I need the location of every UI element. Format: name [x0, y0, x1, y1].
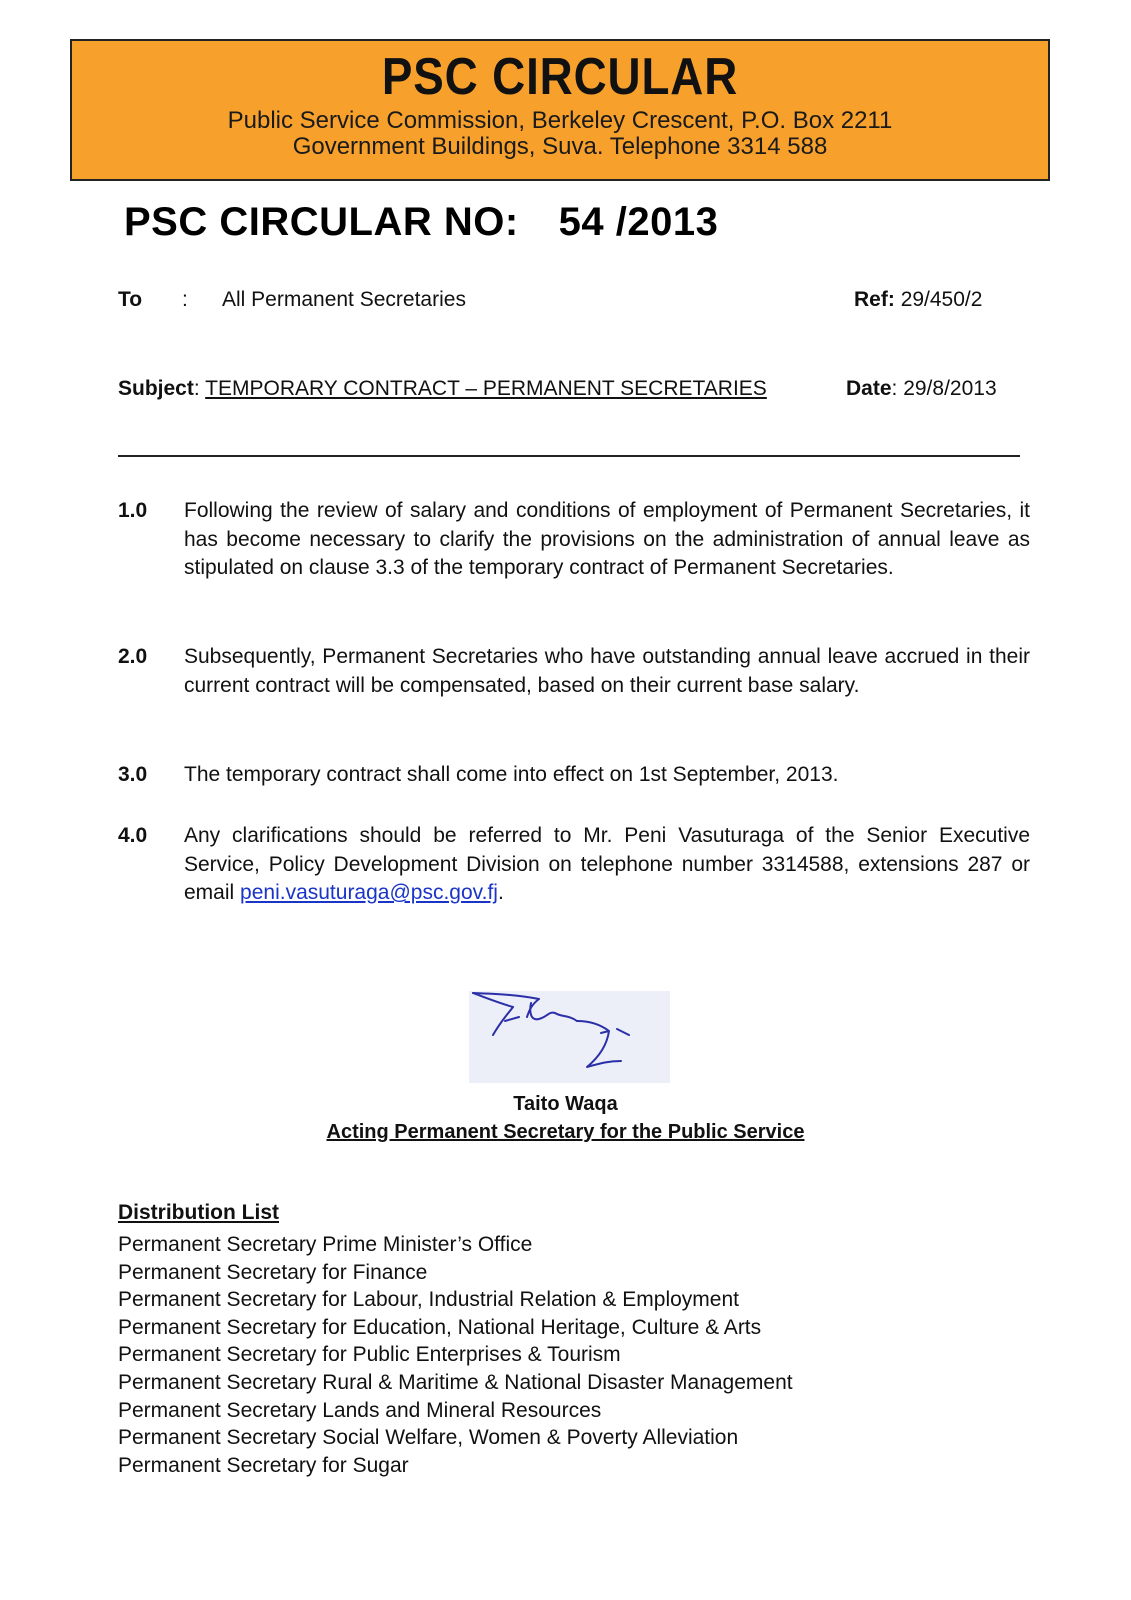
- paragraph-3: [118, 761, 1030, 790]
- list-item: Permanent Secretary for Labour, Industrial Relation & Employment: [118, 1288, 739, 1312]
- paragraph-number: 1.0: [118, 499, 148, 522]
- header-divider: [118, 455, 1020, 457]
- paragraph-text-before: Any clarifications should be referred to Mr. Peni Vasuturaga of the Senior Executive Service, Policy Development Division on telephone number 3314588, extensions 287 or email: [184, 824, 1030, 904]
- reference: [854, 288, 982, 312]
- list-item: Permanent Secretary for Public Enterprises & Tourism: [118, 1343, 621, 1367]
- to-label: To: [118, 288, 143, 311]
- paragraph-text: The temporary contract shall come into effect on 1st September, 2013.: [184, 763, 839, 786]
- circular-number-label: PSC CIRCULAR NO:: [124, 200, 519, 244]
- signature-image: [469, 991, 670, 1083]
- date-line: Date: 29/8/2013: [846, 377, 997, 400]
- letterhead-banner: [70, 39, 1050, 181]
- distribution-list-heading: Distribution List: [118, 1201, 279, 1224]
- circular-number-value: 54 /2013: [558, 200, 719, 244]
- signer-name: Taito Waqa: [513, 1093, 618, 1115]
- paragraph-2: [118, 643, 1030, 700]
- paragraph-text: Subsequently, Permanent Secretaries who have outstanding annual leave accrued in their current contract will be compensated, based on their current base salary.: [184, 645, 1030, 697]
- ref-label: Ref:: [854, 288, 895, 311]
- subject-label: Subject: [118, 377, 194, 400]
- paragraph-text: Following the review of salary and conditions of employment of Permanent Secretaries, it has become necessary to clarify the provisions on the administration of annual leave as stipulated on clause 3.3 of the temporary contract of Permanent Secretaries.: [184, 499, 1030, 579]
- paragraph-text: [184, 822, 1030, 908]
- date-label: Date: [846, 377, 892, 400]
- list-item: Permanent Secretary for Education, National Heritage, Culture & Arts: [118, 1315, 762, 1339]
- signature-scribble-icon: [469, 991, 670, 1083]
- paragraph-number: 2.0: [118, 645, 148, 668]
- to-value: All Permanent Secretaries: [222, 288, 466, 311]
- list-item: Permanent Secretary Rural & Maritime & National Disaster Management: [118, 1370, 793, 1394]
- email-link[interactable]: peni.vasuturaga@psc.gov.fj: [240, 881, 498, 904]
- paragraph-1: [118, 497, 1030, 583]
- paragraph-number: 4.0: [118, 824, 148, 847]
- list-item: Permanent Secretary Social Welfare, Women & Poverty Alleviation: [118, 1426, 739, 1450]
- letterhead-address-line-2: Government Buildings, Suva. Telephone 3314 588: [292, 133, 828, 160]
- paragraph-4: [118, 822, 1030, 908]
- paragraph-text-after: .: [497, 881, 504, 904]
- subject-value: TEMPORARY CONTRACT – PERMANENT SECRETARIES: [205, 377, 767, 400]
- list-item: Permanent Secretary Prime Minister’s Office: [118, 1233, 533, 1256]
- signer-title: Acting Permanent Secretary for the Public Service: [326, 1121, 805, 1143]
- list-item: Permanent Secretary Lands and Mineral Resources: [118, 1398, 602, 1422]
- list-item: Permanent Secretary for Sugar: [118, 1453, 409, 1477]
- list-item: Permanent Secretary for Finance: [118, 1260, 428, 1284]
- distribution-list: [118, 1231, 793, 1479]
- letterhead-title: PSC CIRCULAR: [381, 48, 739, 106]
- letterhead-address-line-1: Public Service Commission, Berkeley Crescent, P.O. Box 2211: [227, 107, 893, 134]
- to-colon: :: [182, 288, 188, 311]
- paragraph-number: 3.0: [118, 763, 148, 786]
- subject-line: Subject: TEMPORARY CONTRACT – PERMANENT SECRETARIES: [118, 377, 767, 400]
- circular-number-heading: [124, 200, 718, 245]
- ref-value: 29/450/2: [900, 288, 983, 311]
- date-value: 29/8/2013: [903, 377, 997, 400]
